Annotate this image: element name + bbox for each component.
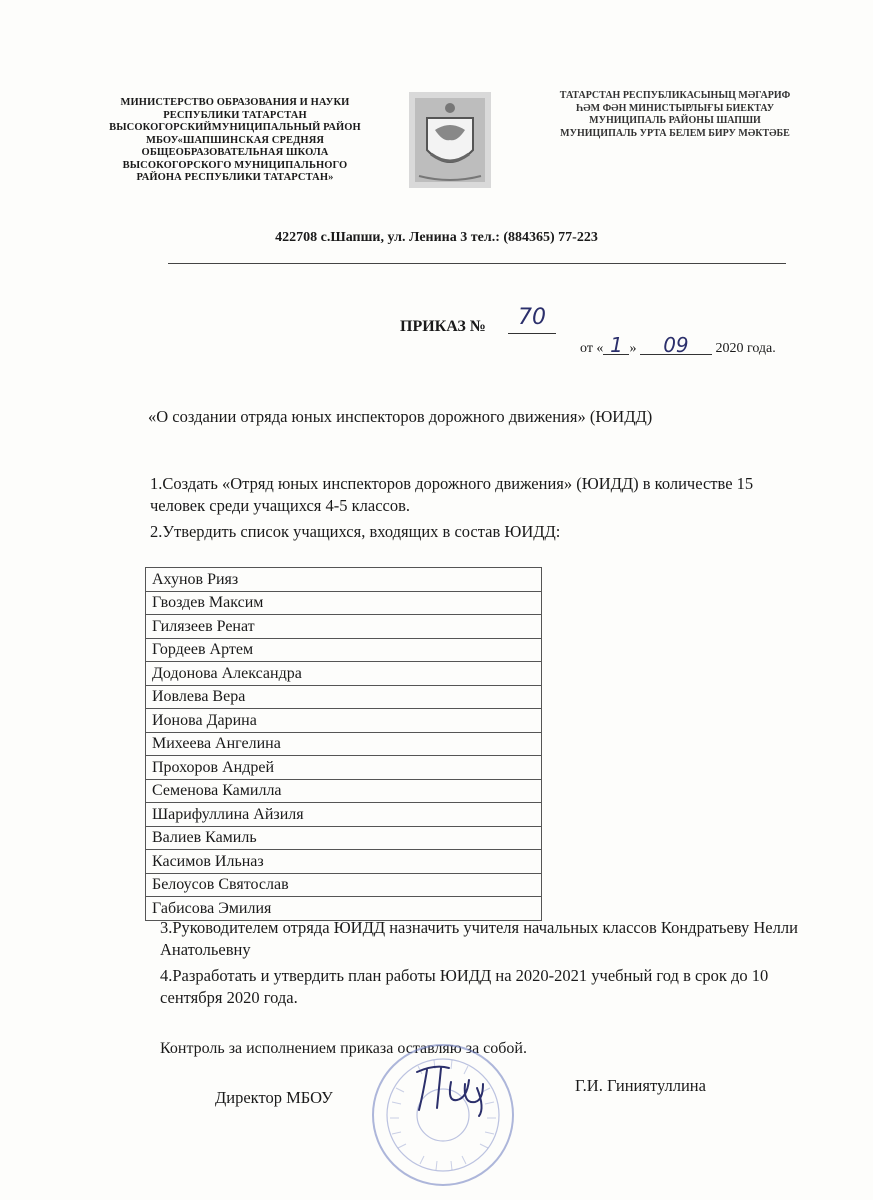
header-right-block (530, 90, 820, 140)
table-row (146, 826, 542, 850)
student-name: Валиев Камиль (146, 826, 542, 850)
table-row (146, 568, 542, 592)
paragraph-1: 1.Создать «Отряд юных инспекторов дорожного движения» (ЮИДД) в количестве 15 человек среди учащихся 4-5 классов. (150, 474, 754, 515)
address-line: 422708 с.Шапши, ул. Ленина 3 тел.: (884365) 77-223 (275, 230, 598, 245)
header-left-line: ВЫСОКОГОРСКОГО МУНИЦИПАЛЬНОГО (122, 159, 348, 171)
table-row (146, 662, 542, 686)
paragraph-4: 4.Разработать и утвердить план работы ЮИДД на 2020-2021 учебный год в срок до 10 сентября 2020 года. (160, 966, 769, 1007)
student-name: Гвоздев Максим (146, 591, 542, 615)
student-name: Гилязеев Ренат (146, 615, 542, 639)
date-year: 2020 года. (715, 341, 776, 356)
header-left-line: РЕСПУБЛИКИ ТАТАРСТАН (163, 109, 307, 121)
student-name: Михеева Ангелина (146, 732, 542, 756)
control-text: Контроль за исполнением приказа оставляю за собой. (160, 1040, 527, 1057)
student-name: Габисова Эмилия (146, 897, 542, 921)
header-right-line: МУНИЦИПАЛЬ УРТА БЕЛЕМ БИРУ МӘКТӘБЕ (560, 127, 790, 139)
header-left-line: ОБЩЕОБРАЗОВАТЕЛЬНАЯ ШКОЛА (141, 147, 329, 158)
date-mid: » (629, 341, 637, 356)
header-divider (168, 263, 786, 264)
table-row (146, 638, 542, 662)
student-name: Додонова Александра (146, 662, 542, 686)
header-left-block (95, 97, 375, 185)
signatory-title: Директор МБОУ (215, 1088, 333, 1107)
date-day: 1 (603, 336, 629, 355)
signatory-name: Г.И. Гиниятуллина (575, 1076, 706, 1095)
student-name: Семенова Камилла (146, 779, 542, 803)
order-subject: «О создании отряда юных инспекторов дорожного движения» (ЮИДД) (148, 407, 653, 426)
table-row (146, 685, 542, 709)
order-number: 70 (508, 303, 556, 334)
student-name: Касимов Ильназ (146, 850, 542, 874)
student-name: Ахунов Рияз (146, 568, 542, 592)
table-row (146, 779, 542, 803)
student-list-table (145, 567, 542, 921)
student-name: Белоусов Святослав (146, 873, 542, 897)
header-right-line: ТАТАРСТАН РЕСПУБЛИКАСЫНЫЦ МӘГАРИФ (559, 90, 791, 101)
handwritten-signature-icon (405, 1058, 495, 1118)
date-month: 09 (640, 336, 712, 355)
header-right-line: ҺӘМ ФӘН МИНИСТЫРЛЫҒЫ БИЕКТАУ (575, 102, 775, 114)
table-row (146, 732, 542, 756)
student-name: Гордеев Артем (146, 638, 542, 662)
student-name: Прохоров Андрей (146, 756, 542, 780)
table-row (146, 615, 542, 639)
header-left-line: МБОУ«ШАПШИНСКАЯ СРЕДНЯЯ (145, 134, 325, 146)
order-date (580, 333, 776, 357)
paragraph-3: 3.Руководителем отряда ЮИДД назначить учителя начальных классов Кондратьеву Нелли Анатольевну (160, 918, 798, 959)
table-row (146, 850, 542, 874)
header-left-line: МИНИСТЕРСТВО ОБРАЗОВАНИЯ И НАУКИ (120, 97, 350, 108)
student-name: Иовлева Вера (146, 685, 542, 709)
student-name: Шарифуллина Айзиля (146, 803, 542, 827)
student-name: Ионова Дарина (146, 709, 542, 733)
table-row (146, 873, 542, 897)
coat-of-arms-icon (405, 90, 495, 190)
table-row (146, 591, 542, 615)
header-left-line: РАЙОНА РЕСПУБЛИКИ ТАТАРСТАН» (136, 172, 334, 183)
header-left-line: ВЫСОКОГОРСКИЙМУНИЦИПАЛЬНЫЙ РАЙОН (109, 122, 361, 133)
date-prefix: от « (580, 341, 604, 356)
header-right-line: МУНИЦИПАЛЬ РАЙОНЫ ШАПШИ (589, 115, 761, 126)
order-title: ПРИКАЗ № (400, 318, 486, 335)
table-row (146, 756, 542, 780)
table-row (146, 709, 542, 733)
paragraph-2: 2.Утвердить список учащихся, входящих в состав ЮИДД: (150, 522, 561, 541)
table-row (146, 803, 542, 827)
